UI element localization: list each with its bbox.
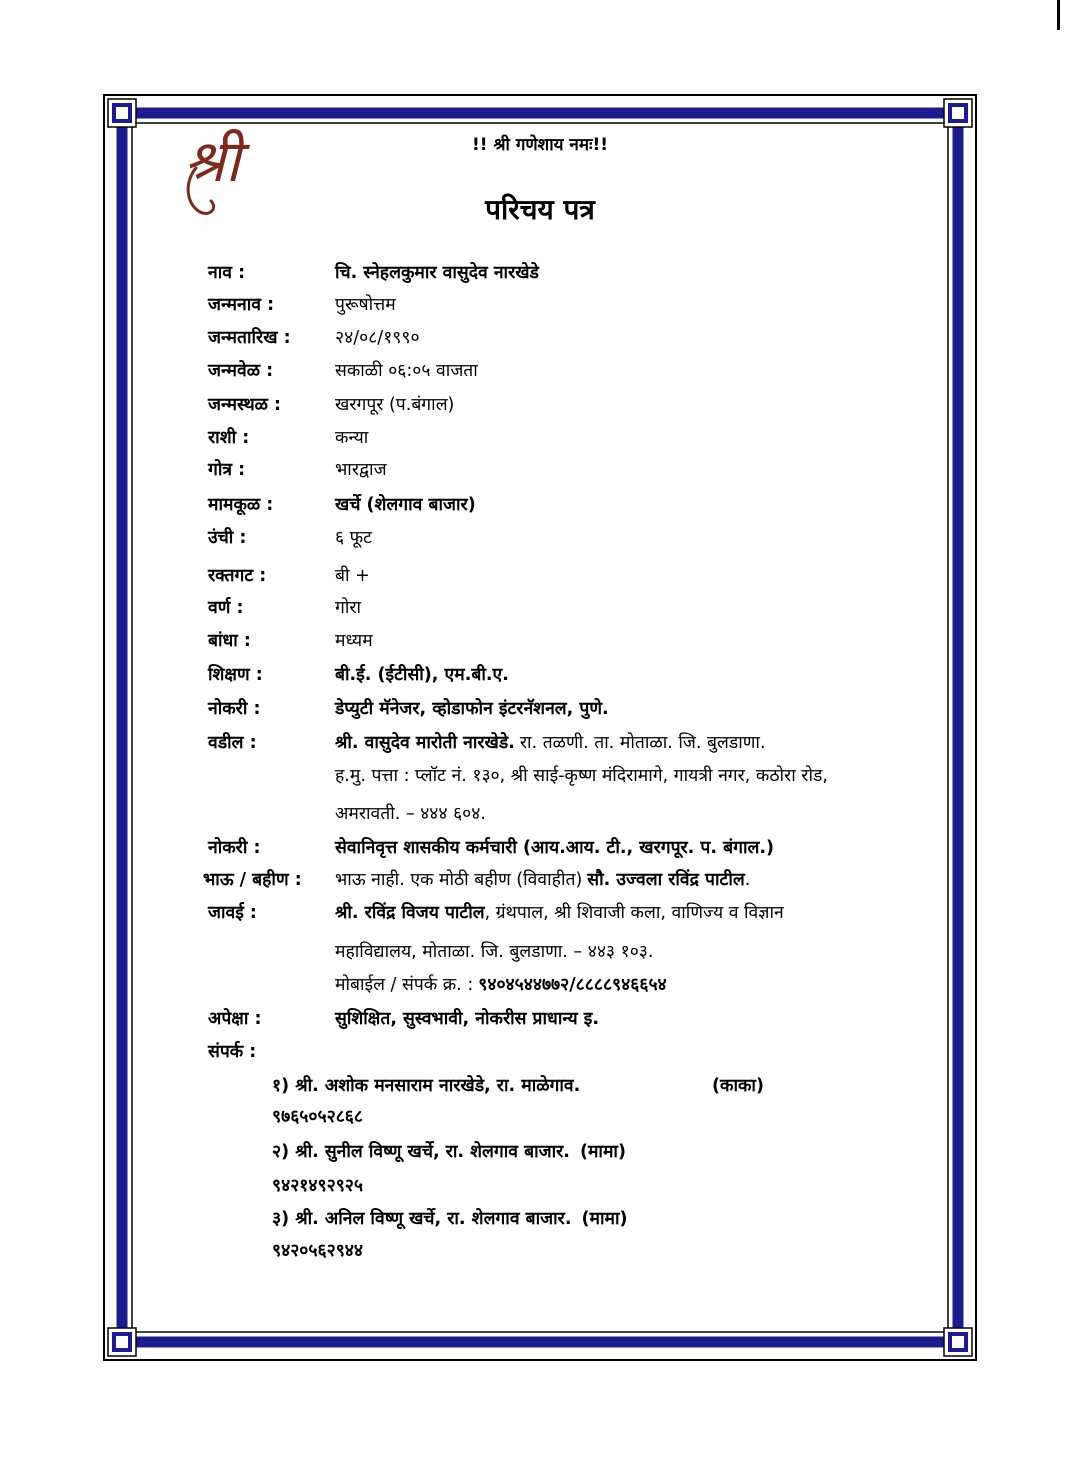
- birth-time-value: सकाळी ०६:०५ वाजता: [335, 361, 478, 381]
- name-value: चि. स्नेहलकुमार वासुदेव नारखेडे: [335, 263, 539, 283]
- row-father-address-2: [0, 802, 1073, 826]
- row-mamkul: [0, 493, 1073, 517]
- corner-ornament-top-right: [944, 99, 972, 127]
- contacts-label: संपर्क :: [208, 1042, 257, 1062]
- contact-2-line: [272, 1140, 626, 1164]
- rashi-value: कन्या: [335, 428, 369, 448]
- contact-2-phone: ९४२१४९२९२५: [272, 1176, 363, 1196]
- contact-3-phone-row: [0, 1239, 1073, 1263]
- birth-date-value: २४/०८/१९९०: [335, 328, 420, 348]
- row-contacts-label: [0, 1040, 1073, 1064]
- contact-1-line: [272, 1074, 764, 1098]
- row-birth-date: [0, 326, 1073, 350]
- row-job: [0, 697, 1073, 721]
- row-brother-in-law-phone: [0, 973, 1073, 997]
- complexion-value: गोरा: [335, 598, 362, 618]
- brother-in-law-name: श्री. रविंद्र विजय पाटील: [335, 903, 485, 923]
- mamkul-label: मामकूळ :: [208, 495, 274, 515]
- contact-1: [0, 1074, 1073, 1098]
- birth-time-label: जन्मवेळ :: [208, 361, 274, 381]
- row-birth-name: [0, 293, 1073, 317]
- row-build: [0, 629, 1073, 653]
- birth-place-label: जन्मस्थळ :: [208, 395, 282, 415]
- father-job-value: सेवानिवृत्त शासकीय कर्मचारी (आय.आय. टी., खरगपूर. प. बंगाल.): [335, 838, 774, 858]
- mamkul-value: खर्चे (शेलगाव बाजार): [335, 495, 476, 515]
- phone-number: ९४०४५४४७७२/८८८८९४६६५४: [478, 975, 667, 995]
- edge-artifact: [1057, 0, 1060, 30]
- contact-1-phone: ९७६५०५२८६८: [272, 1107, 363, 1127]
- contact-3-phone: ९४२०५६२९४४: [272, 1241, 363, 1261]
- brother-in-law-line2: महाविद्यालय, मोताळा. जि. बुलडाणा. – ४४३ १०३.: [335, 942, 654, 962]
- contact-2-phone-row: [0, 1174, 1073, 1198]
- row-father-address-1: [0, 764, 1073, 788]
- contact-2-name: २) श्री. सुनील विष्णू खर्चे, रा. शेलगाव बाजार.: [272, 1142, 570, 1162]
- row-birth-place: [0, 393, 1073, 417]
- row-blood-group: [0, 564, 1073, 588]
- corner-ornament-bottom-left: [108, 1328, 136, 1356]
- expectations-label: अपेक्षा :: [208, 1009, 262, 1029]
- blood-group-value: बी +: [335, 566, 370, 586]
- contact-2: [0, 1140, 1073, 1164]
- brother-in-law-details: , ग्रंथपाल, श्री शिवाजी कला, वाणिज्य व विज्ञान: [484, 903, 784, 923]
- father-name: श्री. वासुदेव मारोती नारखेडे.: [335, 733, 515, 753]
- row-height: [0, 526, 1073, 550]
- corner-ornament-top-left: [108, 99, 136, 127]
- brother-in-law-phone-line: [335, 973, 667, 997]
- build-value: मध्यम: [335, 631, 373, 651]
- row-education: [0, 663, 1073, 687]
- expectations-value: सुशिक्षित, सुस्वभावी, नोकरीस प्राधान्य इ.: [335, 1009, 599, 1029]
- contact-1-name: १) श्री. अशोक मनसाराम नारखेडे, रा. माळेगाव.: [272, 1076, 581, 1096]
- siblings-value: [335, 868, 750, 892]
- row-complexion: [0, 596, 1073, 620]
- complexion-label: वर्ण :: [208, 598, 244, 618]
- blood-group-label: रक्तगट :: [208, 566, 267, 586]
- father-label: वडील :: [208, 733, 257, 753]
- row-father-job: [0, 836, 1073, 860]
- siblings-label: भाऊ / बहीण :: [203, 870, 302, 890]
- row-brother-in-law-line2: [0, 940, 1073, 964]
- page-title: परिचय पत्र: [485, 193, 595, 226]
- birth-date-label: जन्मतारिख :: [208, 328, 291, 348]
- row-expectations: [0, 1007, 1073, 1031]
- contact-3: [0, 1207, 1073, 1231]
- height-label: उंची :: [208, 528, 247, 548]
- height-value: ६ फूट: [335, 528, 372, 548]
- row-father: [0, 731, 1073, 755]
- sister-name: सौ. उज्वला रविंद्र पाटील: [587, 870, 745, 890]
- phone-label: मोबाईल / संपर्क क्र. :: [335, 975, 474, 995]
- rashi-label: राशी :: [208, 428, 250, 448]
- job-value: डेप्युटी मॅनेजर, व्होडाफोन इंटरनॅशनल, पुणे.: [335, 699, 609, 719]
- shri-logo: [180, 126, 260, 221]
- name-label: नाव :: [208, 263, 246, 283]
- gotra-label: गोत्र :: [208, 460, 246, 480]
- birth-place-value: खरगपूर (प.बंगाल): [335, 395, 455, 415]
- contact-3-name: ३) श्री. अनिल विष्णू खर्चे, रा. शेलगाव बाजार.: [272, 1209, 572, 1229]
- siblings-text: भाऊ नाही. एक मोठी बहीण (विवाहीत): [335, 870, 583, 890]
- father-job-label: नोकरी :: [208, 838, 261, 858]
- father-address-line1: ह.मु. पत्ता : प्लॉट नं. १३०, श्री साई-कृष्ण मंदिरामागे, गायत्री नगर, कठोरा रोड,: [335, 766, 828, 786]
- contact-1-phone-row: [0, 1105, 1073, 1129]
- contact-1-relation: (काका): [712, 1076, 764, 1096]
- education-value: बी.ई. (ईटीसी), एम.बी.ए.: [335, 665, 509, 685]
- brother-in-law-value: [335, 901, 784, 925]
- row-birth-time: [0, 359, 1073, 383]
- education-label: शिक्षण :: [208, 665, 263, 685]
- father-address-line2: अमरावती. – ४४४ ६०४.: [335, 804, 486, 824]
- build-label: बांधा :: [208, 631, 251, 651]
- contact-2-relation: (मामा): [579, 1142, 626, 1162]
- row-brother-in-law: [0, 901, 1073, 925]
- father-native-place: रा. तळणी. ता. मोताळा. जि. बुलडाणा.: [519, 733, 766, 753]
- father-value: [335, 731, 766, 755]
- contact-3-line: [272, 1207, 628, 1231]
- siblings-end: .: [744, 870, 751, 890]
- birth-name-value: पुरूषोत्तम: [335, 295, 396, 315]
- row-siblings: [0, 868, 1073, 892]
- birth-name-label: जन्मनाव :: [208, 295, 275, 315]
- shri-logo-text: श्री: [184, 127, 241, 195]
- job-label: नोकरी :: [208, 699, 261, 719]
- row-name: [0, 261, 1073, 285]
- row-rashi: [0, 426, 1073, 450]
- corner-ornament-bottom-right: [944, 1328, 972, 1356]
- gotra-value: भारद्वाज: [335, 460, 387, 480]
- brother-in-law-label: जावई :: [208, 903, 257, 923]
- row-gotra: [0, 458, 1073, 482]
- invocation: !! श्री गणेशाय नमः!!: [472, 135, 608, 155]
- contact-3-relation: (मामा): [581, 1209, 628, 1229]
